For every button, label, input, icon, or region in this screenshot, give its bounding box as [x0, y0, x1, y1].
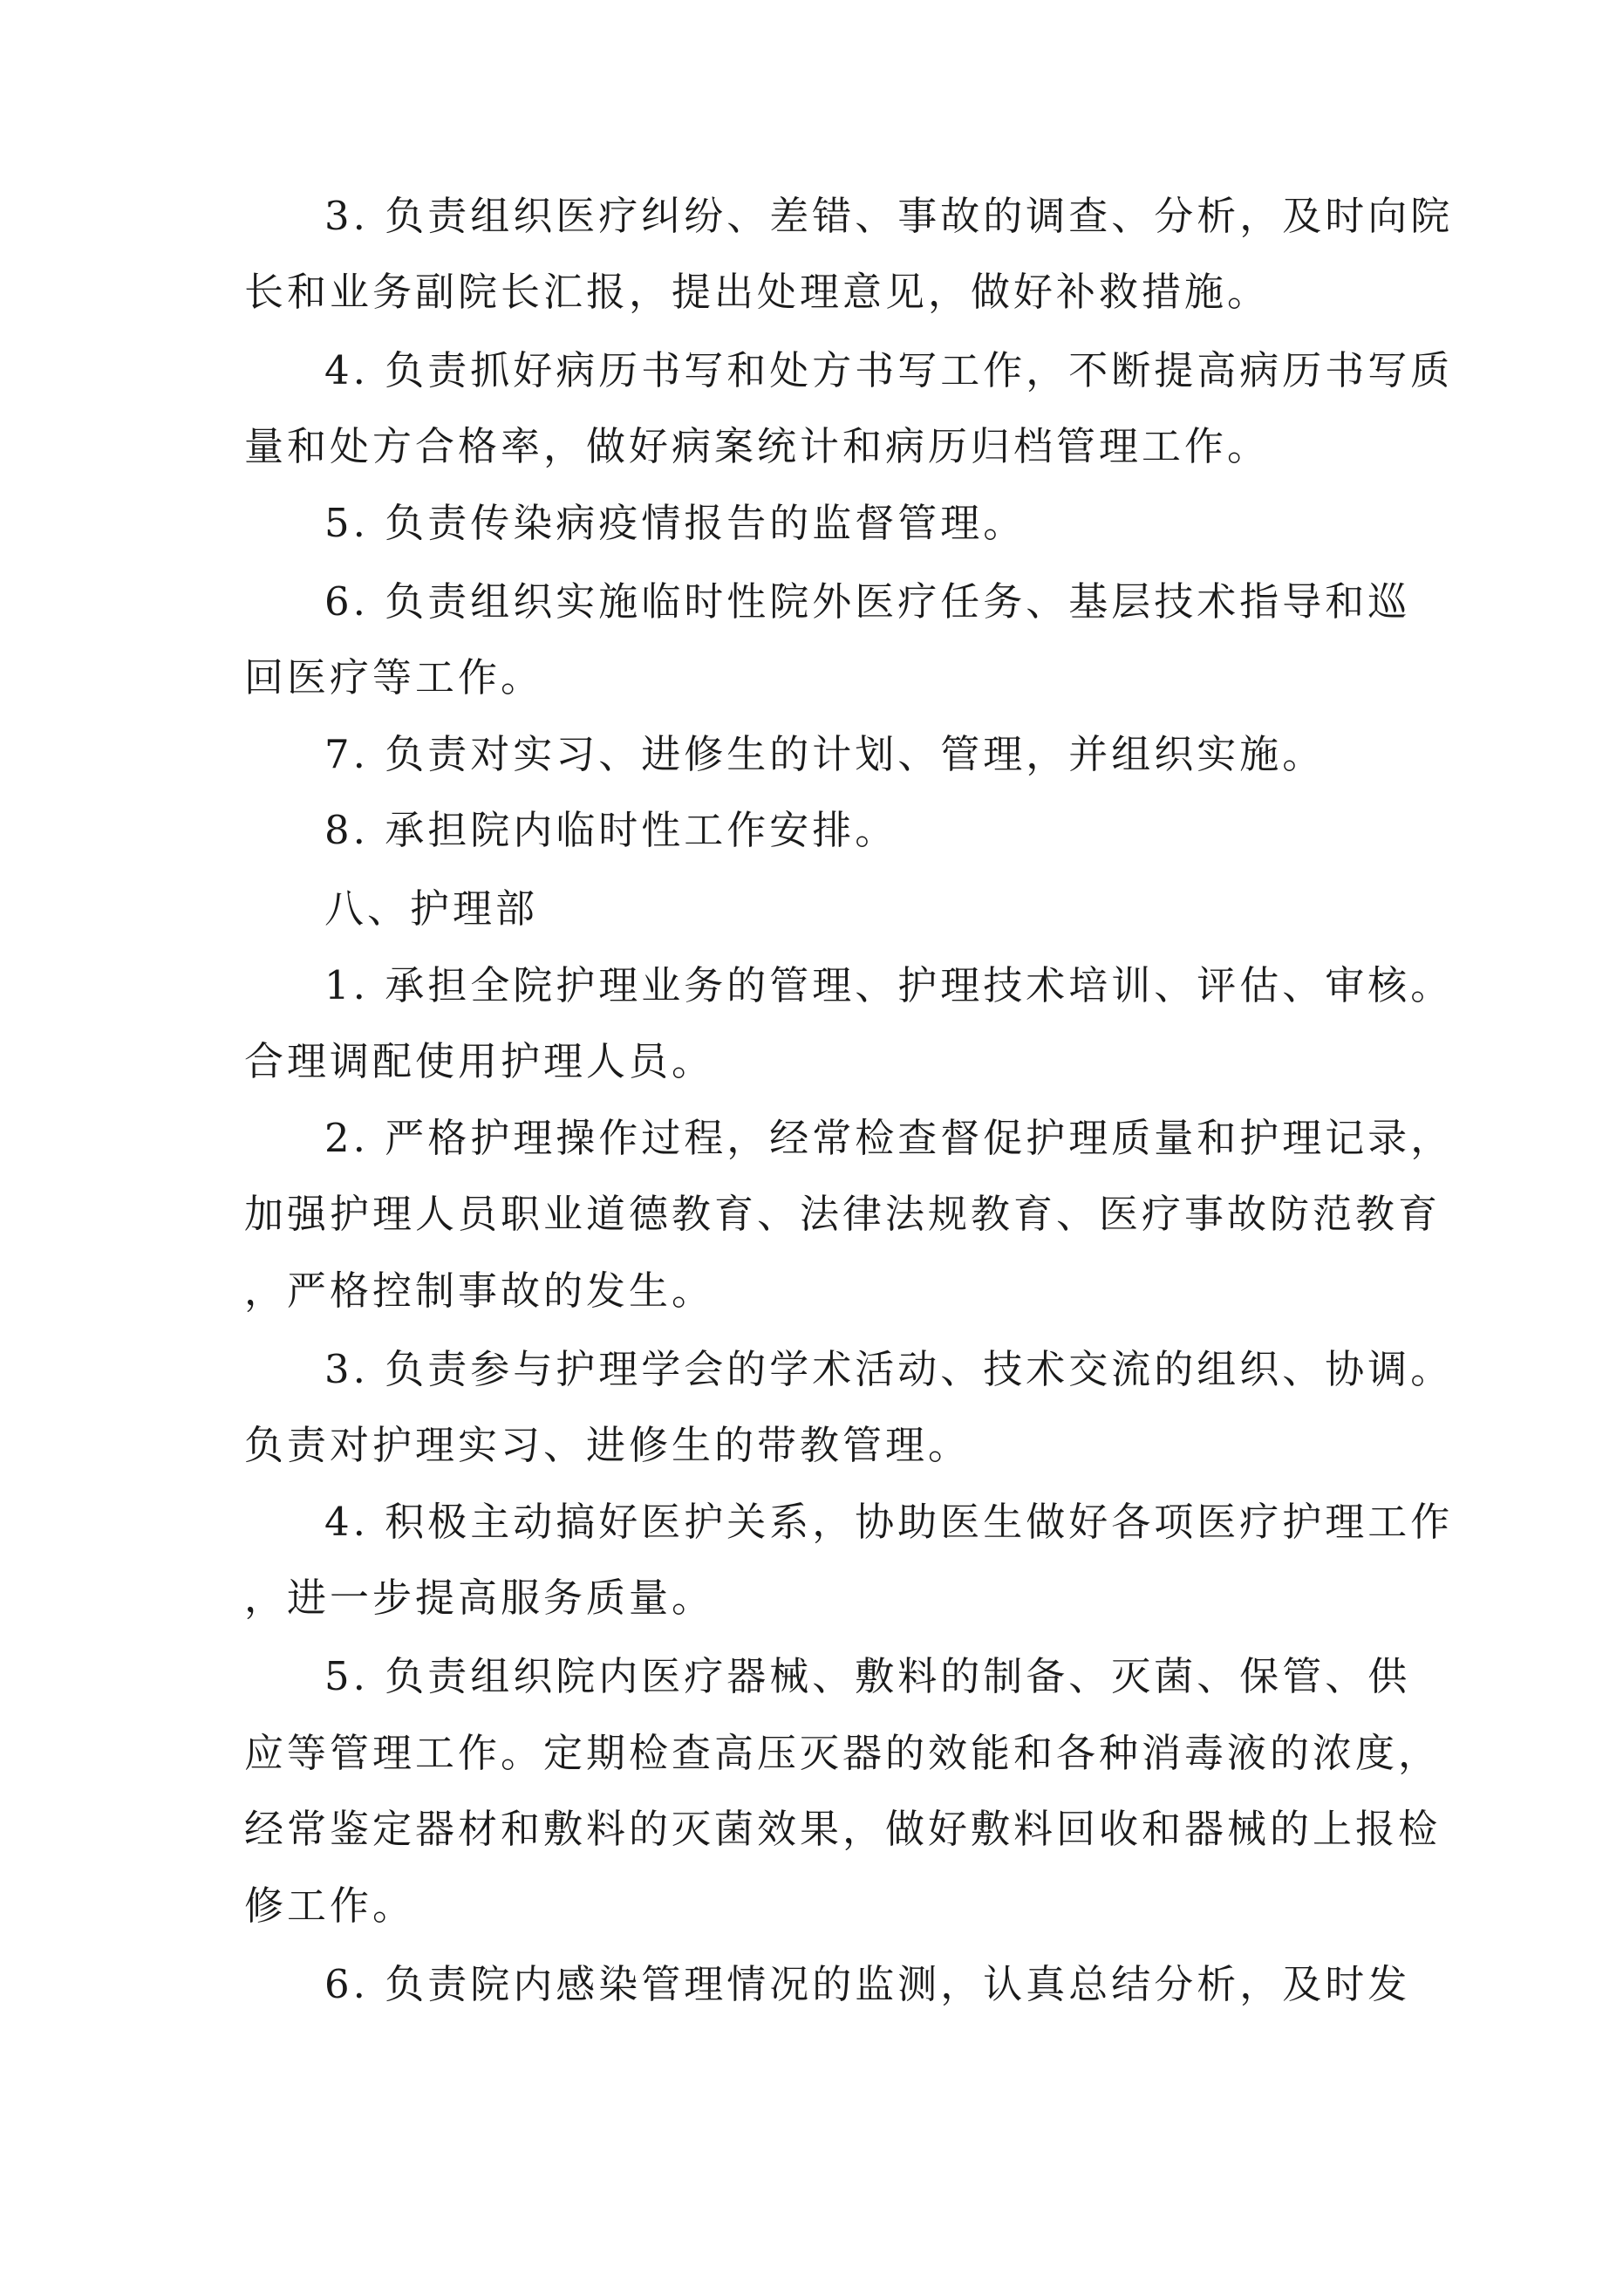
text-line: 合理调配使用护理人员。	[244, 1038, 715, 1084]
text-line: 5. 负责组织院内医疗器械、敷料的制备、灭菌、保管、供	[324, 1653, 1411, 1699]
text-line: 7. 负责对实习、进修生的计划、管理，并组织实施。	[324, 731, 1326, 777]
text-line: 长和业务副院长汇报，提出处理意见，做好补救措施。	[244, 269, 1271, 315]
text-line: 1. 承担全院护理业务的管理、护理技术培训、评估、审核。	[324, 962, 1454, 1008]
text-line: 量和处方合格率，做好病案统计和病历归档管理工作。	[244, 423, 1271, 469]
text-line: ，进一步提高服务质量。	[244, 1575, 715, 1621]
text-line: 6. 负责院内感染管理情况的监测，认真总结分析，及时发	[324, 1961, 1411, 2007]
text-line: 应等管理工作。定期检查高压灭器的效能和各种消毒液的浓度，	[244, 1730, 1442, 1776]
text-line: 4. 负责抓好病历书写和处方书写工作，不断提高病历书写质	[324, 347, 1454, 393]
text-line: 4. 积极主动搞好医护关系，协助医生做好各项医疗护理工作	[324, 1499, 1454, 1545]
text-line: 8. 承担院内临时性工作安排。	[324, 807, 898, 853]
text-line: 3. 负责参与护理学会的学术活动、技术交流的组织、协调。	[324, 1346, 1454, 1392]
text-line: 回医疗等工作。	[244, 654, 544, 700]
text-line: 加强护理人员职业道德教育、法律法规教育、医疗事故防范教育	[244, 1191, 1442, 1237]
text-line: 修工作。	[244, 1883, 416, 1929]
text-line: 5. 负责传染病疫情报告的监督管理。	[324, 500, 1026, 546]
text-line: 2. 严格护理操作过程，经常检查督促护理质量和护理记录，	[324, 1115, 1454, 1161]
text-line: 6. 负责组织实施临时性院外医疗任务、基层技术指导和巡	[324, 578, 1411, 625]
text-line: 经常鉴定器材和敷料的灭菌效果，做好敷料回收和器械的上报检	[244, 1806, 1442, 1852]
text-line: 负责对护理实习、进修生的带教管理。	[244, 1422, 972, 1468]
section-heading: 八、护理部	[324, 885, 539, 932]
text-line: ，严格控制事故的发生。	[244, 1268, 715, 1314]
text-line: 3. 负责组织医疗纠纷、差错、事故的调查、分析，及时向院	[324, 193, 1454, 239]
